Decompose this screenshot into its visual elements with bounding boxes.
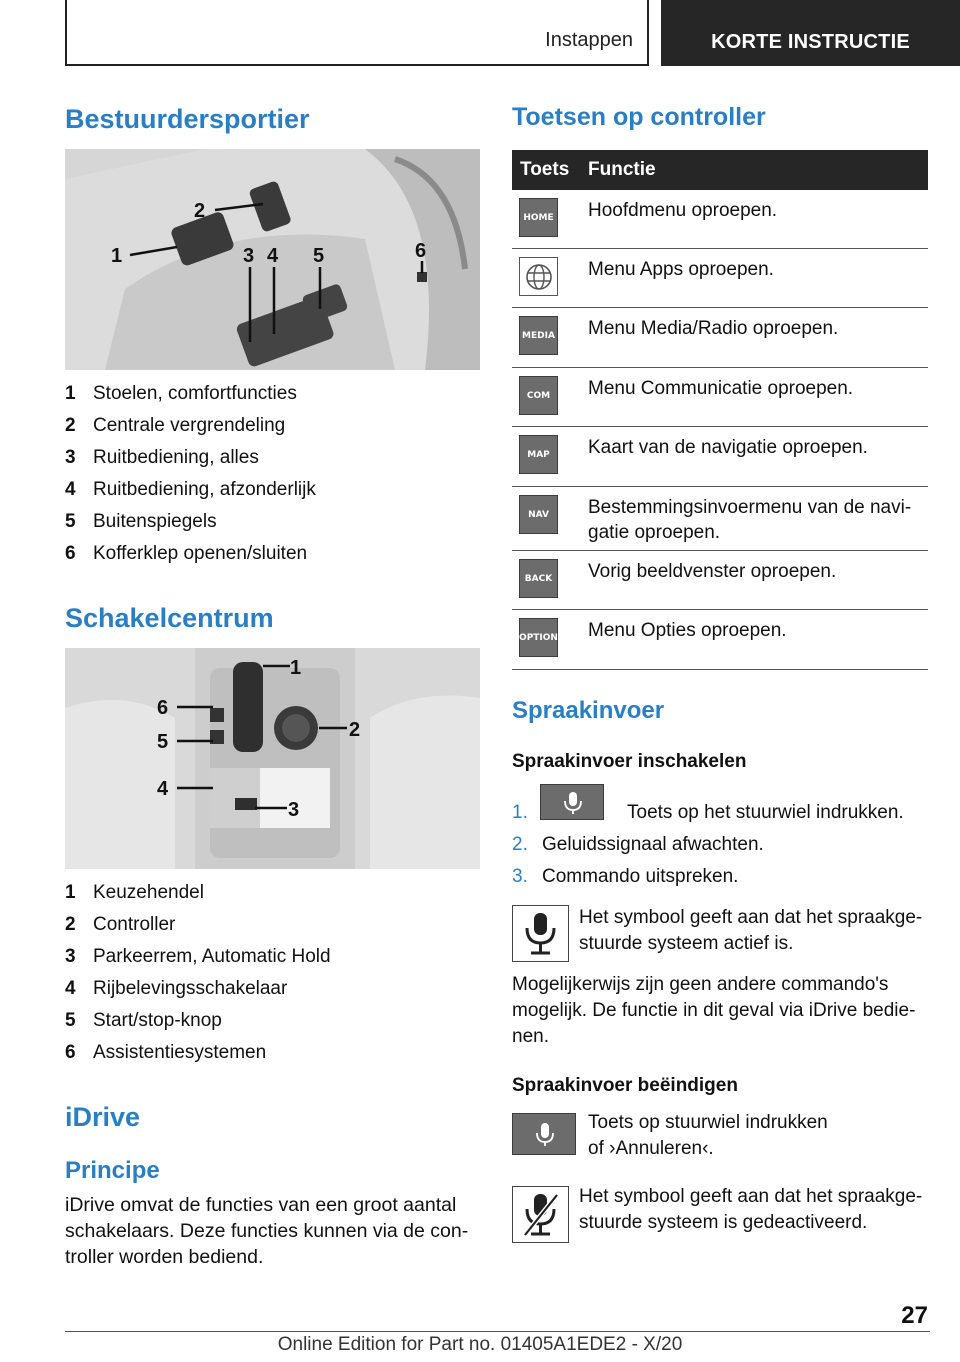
console-callout-5: 5 <box>157 731 169 753</box>
list-item: 3 Parkeerrem, Automatic Hold <box>65 946 331 967</box>
map-button-icon: MAP <box>519 435 558 474</box>
door-callout-1: 1 <box>111 245 123 267</box>
home-button-icon: HOME <box>519 198 558 237</box>
console-callout-4: 4 <box>157 778 169 800</box>
table-row: MAP Kaart van de navigatie oproepen. <box>512 427 928 487</box>
door-section-title: Bestuurdersportier <box>65 104 310 134</box>
idrive-description: iDrive omvat de functies van een groot aantal schakelaars. Deze functies kunnen via de con- troller worden bediend. <box>65 1194 469 1268</box>
table-row: Menu Apps oproepen. <box>512 249 928 308</box>
header-chapter-tab <box>661 0 960 66</box>
voice-note: Mogelijkerwijs zijn geen andere commando's mogelijk. De functie in dit geval via iDrive bedie- nen. <box>512 974 916 1047</box>
media-button-icon: MEDIA <box>519 316 558 355</box>
com-button-icon: COM <box>519 376 558 415</box>
column-header-functie: Functie <box>588 159 656 180</box>
door-callout-4: 4 <box>267 245 279 267</box>
table-row: BACK Vorig beeldvenster oproepen. <box>512 551 928 610</box>
voice-steps <box>512 797 928 893</box>
table-row: NAV Bestemmingsinvoermenu van de navi- gatie oproepen. <box>512 487 928 551</box>
nav-button-icon: NAV <box>519 495 558 534</box>
list-item: 1 Stoelen, comfortfuncties <box>65 383 297 404</box>
center-console-photo <box>65 648 480 869</box>
page-number: 27 <box>901 1302 928 1329</box>
list-item: 6 Kofferklep openen/sluiten <box>65 543 308 564</box>
list-item: 1 Keuzehendel <box>65 882 204 903</box>
idrive-subtitle: Principe <box>65 1157 160 1184</box>
header-chapter-label: KORTE INSTRUCTIE <box>711 31 910 53</box>
list-item: 6 Assistentiesystemen <box>65 1042 267 1063</box>
list-item: 4 Rijbelevingsschakelaar <box>65 978 288 999</box>
idrive-section-title: iDrive <box>65 1102 141 1132</box>
list-item: 4 Ruitbediening, afzonderlijk <box>65 479 316 500</box>
table-row: MEDIA Menu Media/Radio oproepen. <box>512 308 928 368</box>
header-section-label: Instappen <box>545 29 633 51</box>
table-header <box>512 150 928 190</box>
controller-section-title: Toetsen op controller <box>512 103 766 131</box>
steering-mic-end-button-icon <box>512 1113 576 1155</box>
footer-divider <box>65 1331 930 1332</box>
voice-deactivated-mic-icon <box>512 1186 569 1243</box>
console-callout-2: 2 <box>349 719 361 741</box>
option-button-icon: OPTION <box>519 618 558 657</box>
door-callout-5: 5 <box>313 245 325 267</box>
door-callout-6: 6 <box>415 240 427 262</box>
list-item: 1. Toets op het stuurwiel indrukken. <box>512 802 904 823</box>
console-callout-6: 6 <box>157 697 169 719</box>
controller-keys-table <box>512 150 928 670</box>
voice-enable-heading: Spraakinvoer inschakelen <box>512 751 747 772</box>
column-header-toets: Toets <box>520 159 570 180</box>
console-callout-3: 3 <box>288 799 300 821</box>
voice-active-mic-icon <box>512 905 569 962</box>
voice-end-heading: Spraakinvoer beëindigen <box>512 1075 738 1096</box>
console-section-title: Schakelcentrum <box>65 603 274 633</box>
voice-end-text: Toets op stuurwiel indrukken of ›Annuleren‹. <box>588 1112 828 1159</box>
list-item: 5 Start/stop-knop <box>65 1010 222 1031</box>
voice-section-title: Spraakinvoer <box>512 697 665 724</box>
header-section-tab <box>65 0 649 66</box>
table-row: OPTION Menu Opties oproepen. <box>512 610 928 670</box>
console-legend <box>65 877 485 1069</box>
door-legend <box>65 378 485 570</box>
list-item: 3 Ruitbediening, alles <box>65 447 259 468</box>
list-item: 2 Centrale vergrendeling <box>65 415 286 436</box>
globe-apps-icon <box>519 257 558 296</box>
door-callout-2: 2 <box>194 200 206 222</box>
list-item: 2. Geluidssignaal afwachten. <box>512 834 764 855</box>
list-item: 5 Buitenspiegels <box>65 511 217 532</box>
table-row: HOME Hoofdmenu oproepen. <box>512 190 928 249</box>
list-item: 3. Commando uitspreken. <box>512 866 739 887</box>
door-callout-3: 3 <box>243 245 255 267</box>
voice-deactivated-text: Het symbool geeft aan dat het spraakge- stuurde systeem is gedeactiveerd. <box>579 1186 923 1233</box>
back-button-icon: BACK <box>519 559 558 598</box>
list-item: 2 Controller <box>65 914 176 935</box>
console-callout-1: 1 <box>290 657 302 679</box>
table-row: COM Menu Communicatie oproepen. <box>512 368 928 427</box>
edition-footer: Online Edition for Part no. 01405A1EDE2 - X/20 <box>277 1334 683 1355</box>
voice-active-text: Het symbool geeft aan dat het spraakge- stuurde systeem actief is. <box>579 907 923 954</box>
door-panel-photo <box>65 149 480 370</box>
